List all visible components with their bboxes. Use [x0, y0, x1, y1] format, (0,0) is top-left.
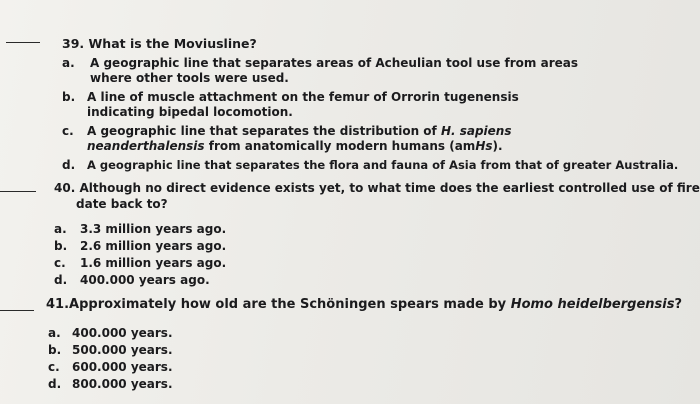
option-41a [48, 326, 348, 342]
question-number: 41. [46, 297, 70, 312]
option-letter: a. [54, 222, 67, 236]
option-text: 3.3 million years ago. [80, 222, 227, 236]
option-text: A geographic line that separates the flora and fauna of Asia from that of greater Australia. [87, 158, 679, 172]
question-number: 40. [54, 181, 76, 195]
option-letter: c. [54, 256, 66, 270]
answer-blank-39 [6, 42, 40, 43]
option-letter: c. [48, 360, 60, 374]
option-text: 500.000 years. [72, 343, 173, 357]
option-letter: a. [62, 56, 75, 70]
option-text: 800.000 years. [72, 377, 173, 391]
option-39d [62, 158, 679, 174]
option-text: 600.000 years. [72, 360, 173, 374]
option-text: 1.6 million years ago. [80, 256, 227, 270]
option-text: 2.6 million years ago. [80, 239, 227, 253]
option-text: A geographic line that separates areas of Acheulian tool use from areas where other tools were used. [90, 56, 578, 85]
option-41b [48, 343, 348, 359]
question-41 [46, 297, 682, 313]
option-39a [62, 56, 622, 88]
question-number: 39. [62, 36, 85, 51]
option-text: 400.000 years. [72, 326, 173, 340]
option-text: A geographic line that separates the distribution of H. sapiens neanderthalensis from anatomically modern humans (amHs). [87, 124, 512, 153]
question-39 [62, 36, 257, 52]
question-40 [54, 180, 700, 196]
option-39b [62, 90, 622, 122]
option-41c [48, 360, 348, 376]
option-letter: b. [48, 343, 62, 357]
option-40d [54, 273, 354, 289]
option-letter: a. [48, 326, 61, 340]
question-stem-line2: date back to? [76, 197, 168, 211]
option-40c [54, 256, 354, 272]
question-stem-line1: Although no direct evidence exists yet, to what time does the earliest controlled use of fire [79, 181, 700, 195]
option-letter: b. [54, 239, 68, 253]
option-letter: d. [48, 377, 62, 391]
option-letter: d. [54, 273, 68, 287]
option-40a [54, 222, 354, 238]
option-41d [48, 377, 348, 393]
option-text: 400.000 years ago. [80, 273, 210, 287]
question-stem: What is the Moviusline? [88, 36, 257, 51]
option-text: A line of muscle attachment on the femur of Orrorin tugenensis indicating bipedal locomotion. [87, 90, 519, 119]
answer-blank-41 [0, 310, 34, 311]
option-letter: c. [62, 124, 74, 138]
option-letter: b. [62, 90, 76, 104]
option-40b [54, 239, 354, 255]
option-39c [62, 124, 622, 156]
option-letter: d. [62, 158, 76, 172]
answer-blank-40 [0, 191, 36, 192]
question-40-continued [76, 196, 168, 212]
question-stem: Approximately how old are the Schöningen spears made by Homo heidelbergensis? [69, 297, 682, 312]
